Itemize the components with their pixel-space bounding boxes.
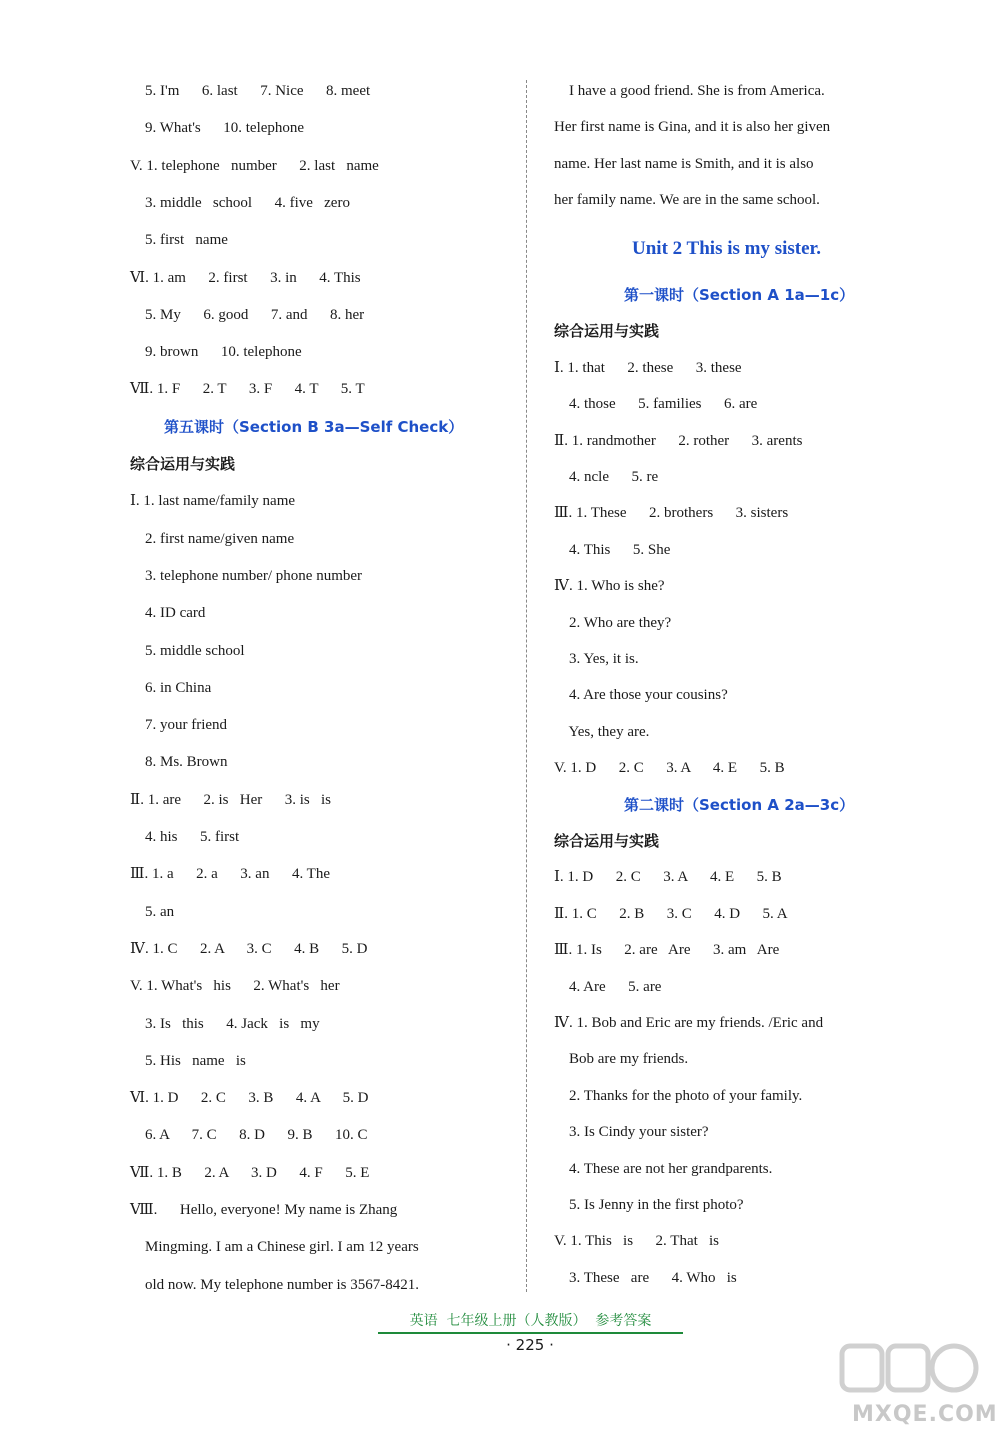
answer-line: 5. My 6. good 7. and 8. her	[130, 306, 365, 323]
answer-line: Ⅶ. 1. F 2. T 3. F 4. T 5. T	[130, 381, 365, 398]
answer-line: 4. Are those your cousins?	[554, 687, 728, 704]
column-divider	[526, 80, 527, 1292]
answer-line: 5. first name	[130, 232, 228, 249]
answer-line: V. 1. What's his 2. What's her	[130, 978, 340, 995]
answer-line: 9. brown 10. telephone	[130, 344, 302, 361]
answer-line: 9. What's 10. telephone	[130, 120, 305, 137]
answer-line: V. 1. This is 2. That is	[554, 1233, 720, 1250]
answer-line: her family name. We are in the same school.	[554, 192, 820, 209]
answer-line: 3. telephone number/ phone number	[130, 567, 363, 584]
answer-line: Ⅵ. 1. am 2. first 3. in 4. This	[130, 269, 361, 286]
answer-line: 4. Are 5. are	[554, 978, 662, 995]
answer-line: 2. first name/given name	[130, 530, 295, 547]
answer-line: 2. Who are they?	[554, 614, 672, 631]
answer-line: Ⅲ. 1. Is 2. are Are 3. am Are	[554, 942, 780, 959]
unit-title: Unit 2 This is my sister.	[632, 237, 821, 259]
answer-line: 4. his 5. first	[130, 829, 240, 845]
answer-line: 3. Is Cindy your sister?	[554, 1124, 709, 1141]
answer-line: Ⅳ. 1. Bob and Eric are my friends. /Eric and	[554, 1015, 824, 1031]
answer-line: 5. Is Jenny in the first photo?	[554, 1197, 744, 1213]
answer-line: Ⅳ. 1. C 2. A 3. C 4. B 5. D	[130, 940, 368, 957]
answer-line: Ⅵ. 1. D 2. C 3. B 4. A 5. D	[130, 1090, 369, 1107]
practice-heading: 综合运用与实践	[130, 455, 236, 473]
answer-line: Ⅰ. 1. D 2. C 3. A 4. E 5. B	[554, 869, 782, 886]
answer-line: 5. His name is	[130, 1052, 246, 1069]
page-number: · 225 ·	[506, 1336, 554, 1354]
answer-line: old now. My telephone number is 3567-8421.	[130, 1276, 419, 1293]
answer-line: 7. your friend	[130, 717, 228, 734]
answer-line: 4. ncle 5. re	[554, 469, 659, 485]
answer-line: 4. ID card	[130, 605, 206, 622]
answer-line: 8. Ms. Brown	[130, 754, 228, 771]
answer-line: 6. in China	[130, 679, 212, 696]
practice-heading: 综合运用与实践	[554, 832, 660, 850]
answer-line: name. Her last name is Smith, and it is also	[554, 155, 814, 172]
lesson-heading: 第一课时（Section A 1a—1c）	[624, 286, 855, 304]
answer-line: Mingming. I am a Chinese girl. I am 12 years	[130, 1239, 419, 1256]
answer-line: Ⅰ. 1. last name/family name	[130, 493, 296, 510]
answer-line: Yes, they are.	[554, 723, 650, 740]
answer-line: 4. These are not her grandparents.	[554, 1160, 773, 1177]
answer-line: I have a good friend. She is from America.	[554, 83, 825, 99]
watermark-text: MXQE.COM	[852, 1402, 998, 1427]
answer-line: Ⅲ. 1. These 2. brothers 3. sisters	[554, 505, 789, 522]
footer-label: 英语 七年级上册（人教版） 参考答案	[378, 1310, 683, 1334]
answer-line: V. 1. D 2. C 3. A 4. E 5. B	[554, 760, 785, 777]
answer-line: 3. These are 4. Who is	[554, 1269, 737, 1286]
answer-line: Ⅳ. 1. Who is she?	[554, 578, 665, 595]
lesson-heading: 第二课时（Section A 2a—3c）	[624, 795, 855, 814]
answer-line: Her first name is Gina, and it is also her given	[554, 119, 831, 136]
lesson-heading: 第五课时（Section B 3a—Self Check）	[164, 417, 464, 436]
answer-line: Ⅲ. 1. a 2. a 3. an 4. The	[130, 866, 330, 883]
answer-line: Ⅰ. 1. that 2. these 3. these	[554, 359, 742, 376]
answer-line: 5. an	[130, 903, 175, 920]
answer-line: 4. This 5. She	[554, 541, 671, 558]
answer-line: Bob are my friends.	[554, 1051, 689, 1068]
answer-line: 3. middle school 4. five zero	[130, 194, 350, 211]
answer-line: V. 1. telephone number 2. last name	[130, 157, 379, 174]
answer-line: Ⅱ. 1. are 2. is Her 3. is is	[130, 791, 332, 808]
answer-line: Ⅱ. 1. C 2. B 3. C 4. D 5. A	[554, 905, 788, 922]
answer-line: Ⅷ. Hello, everyone! My name is Zhang	[130, 1202, 398, 1218]
answer-line: Ⅶ. 1. B 2. A 3. D 4. F 5. E	[130, 1164, 370, 1181]
answer-line: 5. middle school	[130, 642, 245, 659]
answer-line: 6. A 7. C 8. D 9. B 10. C	[130, 1127, 368, 1144]
practice-heading: 综合运用与实践	[554, 322, 660, 341]
answer-line: 3. Is this 4. Jack is my	[130, 1015, 320, 1032]
answer-line: 4. those 5. families 6. are	[554, 396, 758, 413]
answer-line: 3. Yes, it is.	[554, 651, 639, 667]
answer-line: 2. Thanks for the photo of your family.	[554, 1087, 803, 1104]
answer-line: 5. I'm 6. last 7. Nice 8. meet	[130, 83, 371, 99]
answer-line: Ⅱ. 1. randmother 2. rother 3. arents	[554, 432, 803, 449]
